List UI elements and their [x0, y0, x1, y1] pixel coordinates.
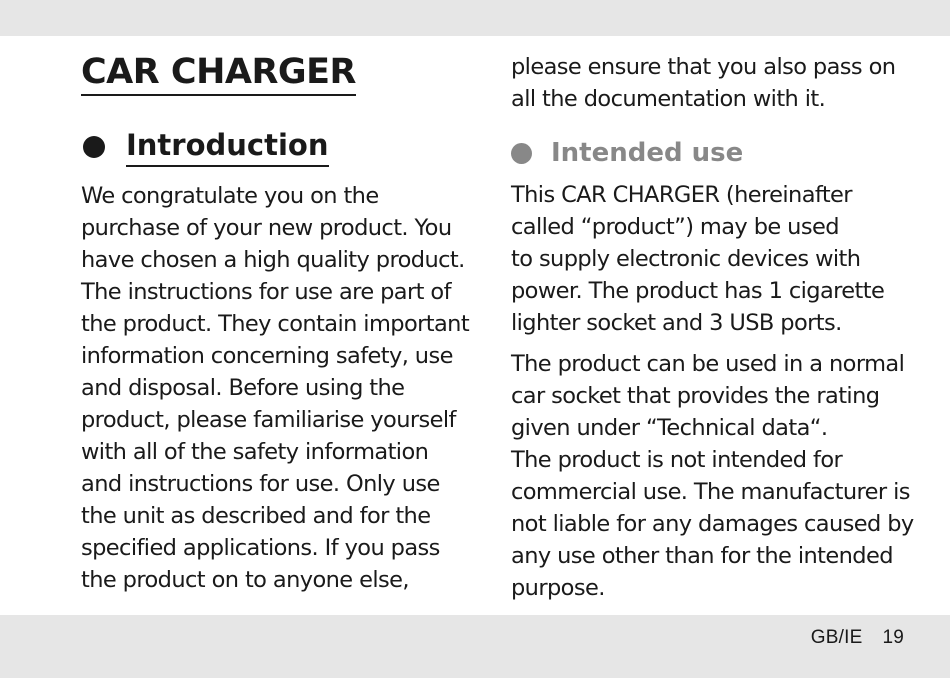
- text-line: and disposal. Before using the: [81, 375, 405, 401]
- text-line: We congratulate you on the: [81, 183, 379, 209]
- text-line: have chosen a high quality product.: [81, 247, 465, 273]
- footer-band: [0, 615, 950, 678]
- text-line: to supply electronic devices with: [511, 246, 861, 272]
- text-line: all the documentation with it.: [511, 86, 826, 112]
- text-line: power. The product has 1 cigarette: [511, 278, 885, 304]
- text-line: The instructions for use are part of: [81, 279, 451, 305]
- bullet-icon: [83, 136, 105, 158]
- intended-use-paragraph-2: [511, 348, 914, 604]
- intended-use-heading-text: Intended use: [551, 138, 744, 168]
- page-footer: [811, 627, 904, 649]
- text-line: any use other than for the intended: [511, 543, 893, 569]
- page-number: 19: [882, 627, 904, 648]
- text-line: given under “Technical data“.: [511, 415, 828, 441]
- text-line: commercial use. The manufacturer is: [511, 479, 910, 505]
- region-label: GB/IE: [810, 627, 863, 648]
- text-line: specified applications. If you pass: [81, 535, 440, 561]
- bullet-icon: [511, 143, 532, 164]
- top-margin-band: [0, 0, 950, 36]
- text-line: the product. They contain important: [81, 311, 470, 337]
- text-line: please ensure that you also pass on: [511, 54, 896, 80]
- text-line: lighter socket and 3 USB ports.: [511, 310, 842, 336]
- introduction-heading: [83, 126, 329, 167]
- text-line: This CAR CHARGER (hereinafter: [511, 182, 852, 208]
- text-line: and instructions for use. Only use: [81, 471, 440, 497]
- text-line: purchase of your new product. You: [81, 215, 452, 241]
- text-line: information concerning safety, use: [81, 343, 453, 369]
- text-line: The product can be used in a normal: [511, 351, 905, 377]
- text-line: called “product”) may be used: [511, 214, 839, 240]
- text-line: the product on to anyone else,: [81, 567, 409, 593]
- introduction-continuation: [511, 51, 895, 115]
- text-line: with all of the safety information: [81, 439, 429, 465]
- intended-use-heading: [511, 136, 743, 170]
- text-line: purpose.: [511, 575, 605, 601]
- intended-use-paragraph-1: [511, 179, 884, 339]
- text-line: car socket that provides the rating: [511, 383, 880, 409]
- page-title: CAR CHARGER: [81, 52, 356, 96]
- introduction-heading-text: Introduction: [126, 126, 329, 167]
- introduction-paragraph: [81, 180, 469, 596]
- text-line: not liable for any damages caused by: [511, 511, 914, 537]
- text-line: The product is not intended for: [511, 447, 843, 473]
- text-line: the unit as described and for the: [81, 503, 431, 529]
- text-line: product, please familiarise yourself: [81, 407, 456, 433]
